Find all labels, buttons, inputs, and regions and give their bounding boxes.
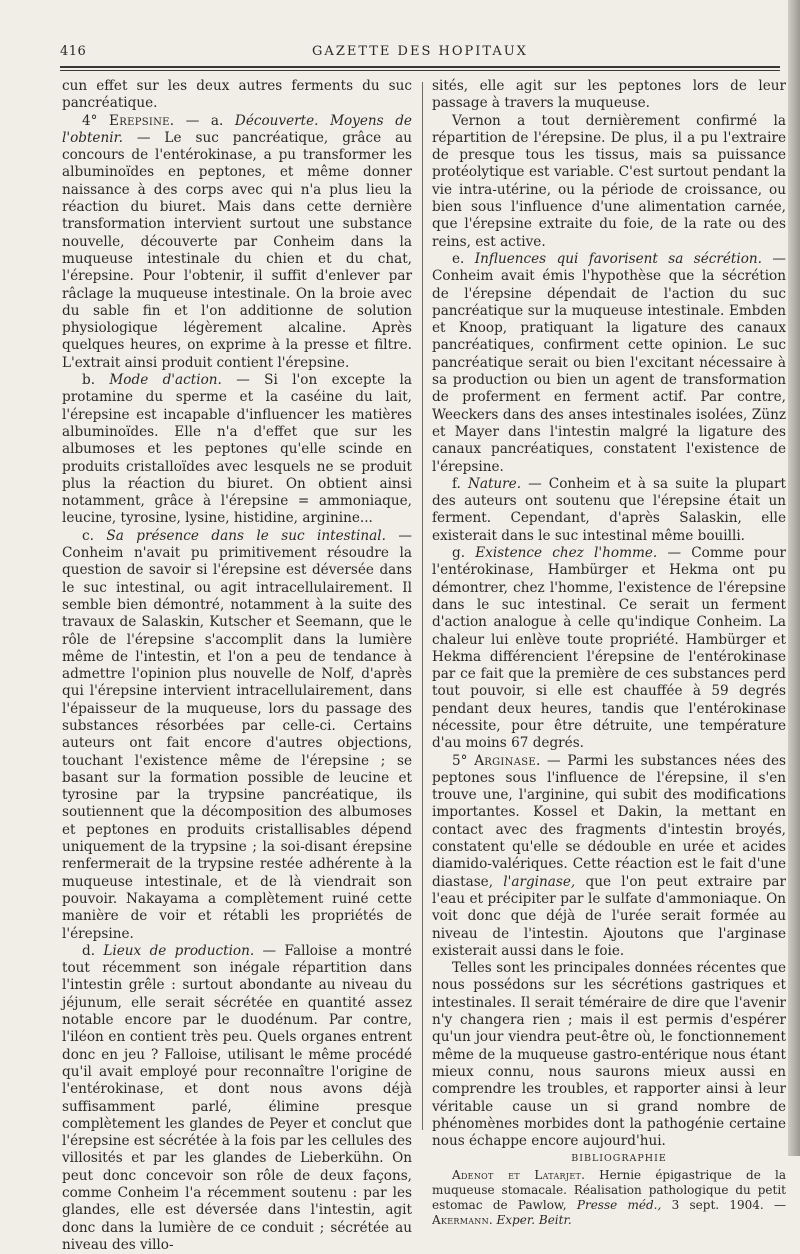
text-run: d.	[82, 942, 104, 959]
italic-text: Lieux de production.	[103, 942, 255, 959]
bibliography-title: BIBLIOGRAPHIE	[571, 1153, 667, 1165]
small-caps-text: Arginase	[474, 752, 536, 769]
text-run: 4°	[82, 112, 110, 129]
header-rule-thick	[60, 66, 780, 68]
page-number: 416	[60, 44, 87, 59]
text-run: f.	[452, 475, 468, 492]
paragraph	[432, 545, 786, 753]
text-run: c.	[82, 527, 107, 544]
small-caps-text: Akermann	[432, 1212, 489, 1227]
text-run: . — a.	[169, 112, 235, 129]
text-run: . Hernie épigastrique de la muqueuse stomacale. Réalisation pathologique du petit estomac de Pawlow,	[432, 1167, 786, 1212]
paragraph	[62, 528, 412, 943]
paragraph	[432, 78, 786, 113]
paragraph	[432, 1168, 786, 1228]
text-run: e.	[452, 250, 475, 267]
text-run: — Si l'on excepte la protamine du sperme et la caséine du lait, l'érepsine est incapable d'influencer les matières albuminoïdes. Elle n'a d'effet que sur les albumoses et les peptones qu'elle scinde en produits cristalloïdes avec lesquels ne se produit plus la réaction du biuret. On obtient ainsi notamment, grâce à l'érepsine = ammoniaque, leucine, tyrosine, lysine, histidine, arginine...	[62, 372, 412, 527]
text-run: que l'on peut extraire par l'eau et précipiter par le sulfate d'ammoniaque. On voit donc que déjà de l'urée serait formée au niveau de l'intestin. Ajoutons que l'arginase existerait aussi dans le foie.	[432, 873, 786, 959]
paragraph	[432, 960, 786, 1150]
paragraph	[62, 943, 412, 1254]
text-run: g.	[452, 545, 476, 562]
text-run: — Comme pour l'entérokinase, Hambürger et Hekma ont pu démontrer, chez l'homme, l'existence de l'érepsine dans le suc intestinal. Ce serait un ferment d'action analogue à celle qu'indique Conheim. La chaleur lui enlève toute propriété. Hambürger et Hekma différencient l'érepsine de l'entérokinase par ce fait que la première de ces substances perd tout pouvoir, si elle est chauffée à 59 degrés pendant deux heures, tandis que l'entérokinase nécessite, pour être détruite, une température d'au moins 67 degrés.	[432, 545, 786, 752]
paragraph	[432, 476, 786, 545]
paragraph	[432, 753, 786, 961]
text-run: — Conheim et à sa suite la plupart des auteurs ont soutenu que l'érepsine était un ferment. Cependant, d'après Salaskin, elle existerait dans le suc intestinal même bouilli.	[432, 475, 786, 544]
italic-text: Mode d'action.	[109, 372, 222, 389]
italic-text: l'arginase,	[503, 873, 576, 890]
italic-text: Existence chez l'homme.	[475, 545, 658, 562]
text-run: Telles sont les principales données récentes que nous possédons sur les sécrétions gastriques et intestinales. Il serait téméraire de dire que l'avenir n'y changera rien ; mais il est permis d'espérer qu'un jour viendra peut-être où, le fonctionnement même de la muqueuse gastro-entérique nous étant mieux connu, nous saurons mieux aussi en comprendre les troubles, et rapporter ainsi à leur véritable cause un si grand nombre de phénomènes morbides dont la pathogénie certaine nous échappe encore aujourd'hui.	[432, 960, 786, 1150]
text-run: b.	[82, 372, 110, 389]
italic-text: Découverte. Moyens de l'obtenir.	[62, 112, 412, 146]
text-run: — Conheim avait émis l'hypothèse que la sécrétion de l'érepsine dépendait de l'action du suc pancréatique sur la muqueuse intestinale. Embden et Knoop, pratiquant la ligature des canaux pancréatiques, confirment cette opinion. Le suc pancréatique serait ou bien l'excitant nécessaire à sa production ou bien un agent de transformation de proferment en ferment actif. Par contre, Weeckers dans des anses intestinales isolées, Zünz et Mayer dans l'intestin malgré la ligature des canaux pancréatiques, constatent l'existence de l'érepsine.	[432, 250, 786, 475]
text-run: Vernon a tout dernièrement confirmé la répartition de l'érepsine. De plus, il a pu l'extraire de presque tous les tissus, mais sa puissance protéolytique est variable. C'est surtout pendant la vie intra-utérine, ou la période de croissance, ou bien sous l'influence d'une alimentation carnée, que l'érepsine extraite du foie, de la rate ou des reins, est active.	[432, 112, 786, 250]
paragraph	[432, 251, 786, 476]
small-caps-text: Erepsine	[109, 112, 170, 129]
italic-text: Influences qui favorisent sa sécrétion.	[474, 250, 762, 267]
text-run: 5°	[452, 752, 475, 769]
column-divider	[422, 82, 423, 1130]
text-run: sités, elle agit sur les peptones lors de leur passage à travers la muqueuse.	[432, 78, 786, 112]
italic-text: Sa présence dans le suc intestinal.	[106, 527, 386, 544]
text-run: — Falloise a montré tout récemment son inégale répartition dans l'intestin grêle : surtout abondante au niveau du jéjunum, elle serait sécrétée en quantité assez notable encore par le duodénum. Par contre, l'iléon en contient très peu. Quels organes entrent donc en jeu ? Falloise, utilisant le même procédé qu'il avait employé pour reconnaître l'origine de l'entérokinase, et dont nous avons déjà suffisamment parlé, élimine presque complètement les glandes de Peyer et conclut que l'érepsine est sécrétée à la fois par les cellules des villosités et par les glandes de Lieberkühn. On peut donc concevoir son rôle de deux façons, comme Conheim l'a récemment soutenu : par les glandes, elle est déversée dans l'intestin, agit donc dans la lumière de ce conduit ; sécrétée au niveau des villo-	[62, 942, 412, 1253]
right-column	[432, 78, 786, 1228]
text-run: — Le suc pancréatique, grâce au concours de l'entérokinase, a pu transformer les albuminoïdes en peptones, et même donner naissance à des corps avec qui n'a plus lieu la réaction du biuret. Mais dans cette dernière transformation intervient surtout une substance nouvelle, découverte par Conheim dans la muqueuse intestinale du chien et du chat, l'érepsine. Pour l'obtenir, il suffit d'enlever par râclage la muqueuse intestinale. On la broie avec du sable fin et l'on additionne de solution physiologique légèrement alcaline. Après quelques heures, on exprime à la presse et filtre. L'extrait ainsi produit contient l'érepsine.	[62, 129, 412, 371]
italic-text: Exper. Beitr.	[496, 1212, 572, 1227]
italic-text: Nature.	[467, 475, 522, 492]
italic-text: Presse méd.,	[576, 1197, 662, 1212]
text-run: — Conheim n'avait pu primitivement résoudre la question de savoir si l'érepsine est déversée dans le suc intestinal, ou agit intracellulairement. Il semble bien démontré, notamment à la suite des travaux de Salaskin, Kutscher et Seemann, que le rôle de l'érepsine s'accomplit dans la lumière même de l'intestin, et l'on a peu de tendance à admettre l'opinion plus nouvelle de Nolf, d'après qui l'érepsine intervient intracellulairement, dans l'épaisseur de la muqueuse, lors du passage des substances résorbées par celle-ci. Certains auteurs ont fait encore d'autres objections, touchant l'existence même de l'érepsine ; se basant sur la formation possible de leucine et tyrosine par la trypsine pancréatique, ils soutiennent que la décomposition des albumoses et peptones en produits cristallisables dépend uniquement de la trypsine ; la soi-disant érepsine renfermerait de la trypsine restée adhérente à la muqueuse intestinale, et de là viendrait son pouvoir. Nakayama a complètement ruiné cette manière de voir et rétabli les propriétés de l'érepsine.	[62, 527, 412, 942]
text-run: . — Parmi les substances nées des peptones sous l'influence de l'érepsine, il s'en trouve une, l'arginine, qui subit des modifications importantes. Kossel et Dakin, la mettant en contact avec des fragments d'intestin broyés, constatent qu'elle se dédouble en urée et acides diamido-valériques. Cette réaction est le fait d'une diastase,	[432, 752, 786, 890]
header-rule-thin	[60, 70, 780, 71]
page-header	[60, 44, 780, 68]
text-run: cun effet sur les deux autres ferments du suc pancréatique.	[62, 78, 412, 112]
page-edge-shadow	[788, 0, 800, 1156]
small-caps-text: Adenot et Latarjet	[452, 1167, 582, 1182]
text-run: 3 sept. 1904. —	[661, 1197, 786, 1212]
paragraph	[62, 372, 412, 528]
paragraph	[62, 113, 412, 372]
text-run: .	[488, 1212, 497, 1227]
paragraph	[62, 78, 412, 113]
left-column	[62, 78, 412, 1254]
running-title: GAZETTE DES HOPITAUX	[312, 44, 528, 59]
paragraph	[432, 113, 786, 251]
